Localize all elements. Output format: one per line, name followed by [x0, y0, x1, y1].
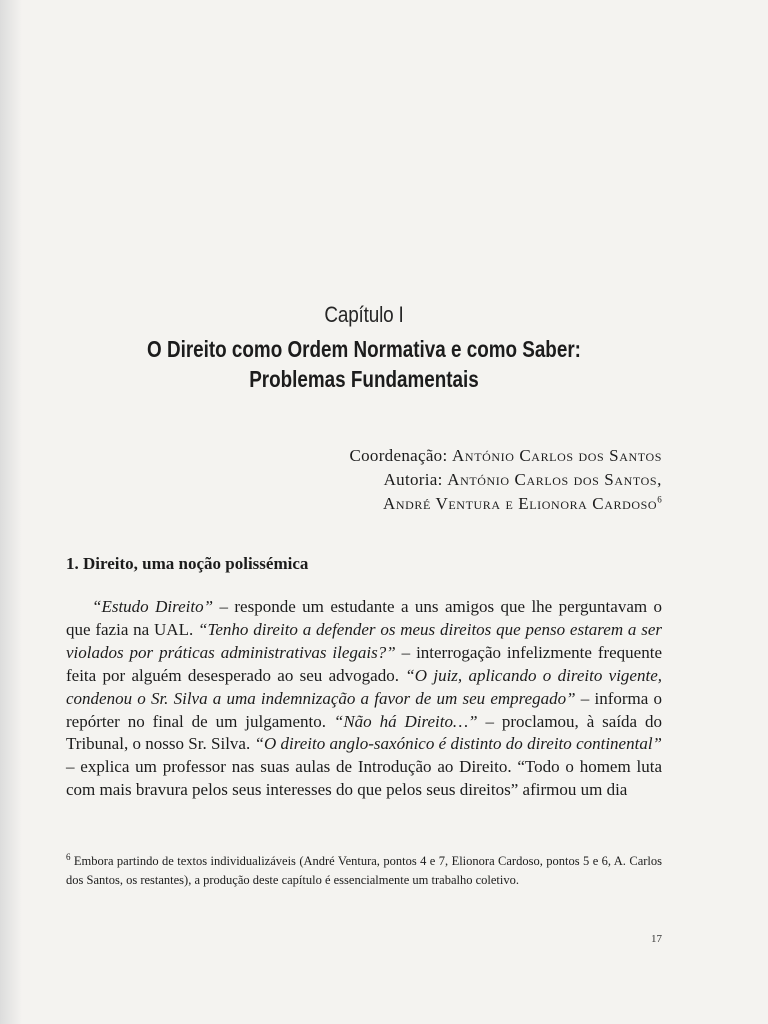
book-page: [66, 0, 662, 1024]
chapter-title: [120, 334, 609, 394]
chapter-title-line-1: O Direito como Ordem Normativa e como Saber:: [147, 336, 581, 362]
quote-3: “O juiz, aplicando o direito vigente, condenou o Sr. Silva a uma indemnização a favor de um seu empregado”: [66, 665, 662, 708]
footnote-reference[interactable]: 6: [657, 494, 662, 505]
body-text: [66, 596, 662, 802]
authorship-name: António Carlos dos Santos,: [447, 470, 662, 489]
text-4: – proclamou, à saída do Tribunal, o nosso Sr. Silva.: [66, 711, 662, 754]
quote-2: “Tenho direito a defender os meus direitos que penso estarem a ser violados por práticas administrativas ilegais?”: [66, 619, 662, 662]
page-number: 17: [651, 933, 662, 945]
footnote-number: 6: [66, 851, 71, 862]
chapter-heading: [66, 300, 662, 394]
chapter-credits: [66, 444, 662, 516]
chapter-label: Capítulo I: [324, 302, 404, 327]
section-heading: 1. Direito, uma noção polissémica: [66, 554, 309, 573]
quote-4: “Não há Direito…”: [333, 711, 478, 731]
footnote: [66, 852, 662, 890]
text-1: – responde um estudante a uns amigos que lhe perguntavam o que fazia na UAL.: [66, 597, 663, 639]
footnote-text: Embora partindo de textos individualizáveis (André Ventura, pontos 4 e 7, Elionora Cardoso, pontos 5 e 6, A. Carlos dos Santos, os restantes), a produção deste capítulo é essencialmente um trabalho coletivo.: [66, 854, 662, 887]
chapter-title-line-2: Problemas Fundamentais: [249, 366, 479, 392]
text-5: – explica um professor nas suas aulas de Introdução ao Direito. “Todo o homem luta com mais bravura pelos seus interesses do que pelos seus direitos” afirmou um dia: [66, 757, 662, 800]
text-2: – interrogação infelizmente frequente feita por alguém desesperado ao seu advogado.: [66, 642, 662, 685]
quote-1: “Estudo Direito”: [92, 597, 214, 616]
body-paragraph: [66, 596, 662, 802]
text-3: – informa o repórter no final de um julgamento.: [66, 688, 662, 731]
page-edge-shadow: [0, 0, 22, 1024]
quote-5: “O direito anglo-saxónico é distinto do direito continental”: [254, 734, 663, 754]
coordination-label: Coordenação:: [349, 446, 453, 465]
authorship-line-2: [66, 492, 662, 516]
coordination-line: [66, 444, 662, 468]
authorship-line: [66, 468, 662, 492]
authorship-names-2: André Ventura e Elionora Cardoso: [383, 494, 658, 513]
coordination-name: António Carlos dos Santos: [452, 446, 662, 465]
authorship-label: Autoria:: [383, 470, 448, 489]
